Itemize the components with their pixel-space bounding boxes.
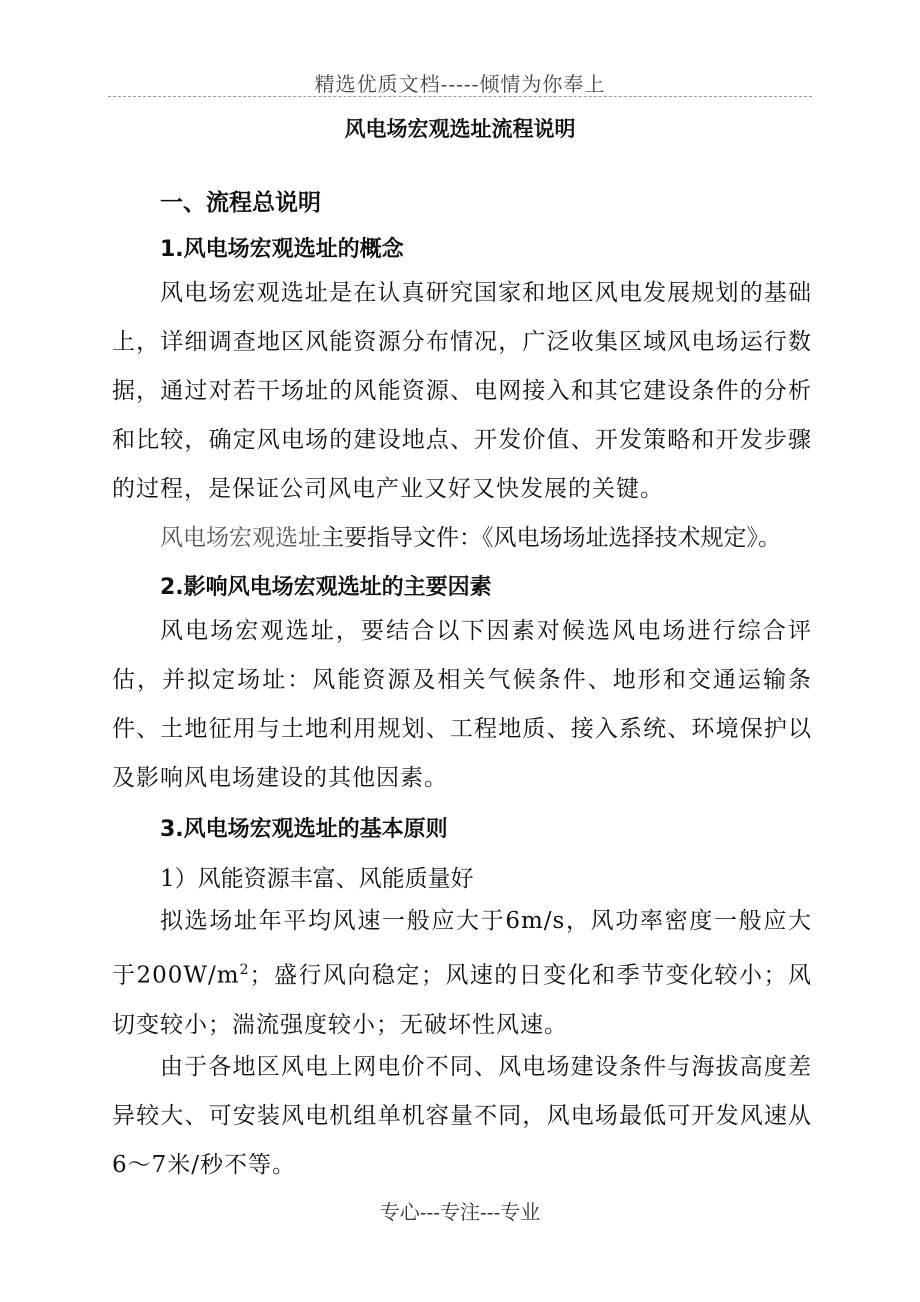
wind-criteria-part-a: 拟选场址年平均风速一般应大于6m/s，风功率密度一般应大于200W/m bbox=[112, 908, 812, 989]
guidance-prefix: 风电场宏观选址 bbox=[160, 525, 321, 551]
paragraph-min-wind-speed: 由于各地区风电上网电价不同、风电场建设条件与海拔高度差异较大、可安装风电机组单机容量不同，风电场最低可开发风速从6～7米/秒不等。 bbox=[112, 1054, 812, 1178]
guidance-document-line bbox=[160, 514, 820, 563]
section-heading-overview: 一、流程总说明 bbox=[160, 190, 321, 216]
paragraph-factors: 风电场宏观选址，要结合以下因素对候选风电场进行综合评估，并拟定场址：风能资源及相关气候条件、地形和交通运输条件、土地征用与土地利用规划、工程地质、接入系统、环境保护以及影响风电场建设的其他因素。 bbox=[112, 618, 812, 791]
page-header: 精选优质文档-----倾情为你奉上 bbox=[314, 72, 606, 96]
header-divider bbox=[108, 96, 812, 97]
wind-criteria-part-b: ；盛行风向稳定；风速的日变化和季节变化较小；风切变较小；湍流强度较小；无破坏性风速。 bbox=[112, 962, 812, 1038]
subsection-heading-principles: 3.风电场宏观选址的基本原则 bbox=[160, 817, 448, 842]
paragraph-wind-criteria bbox=[112, 897, 812, 1050]
superscript-two: 2 bbox=[239, 962, 250, 978]
guidance-text: 主要指导文件：《风电场场址选择技术规定》。 bbox=[321, 525, 781, 551]
principle-item-1: 1）风能资源丰富、风能质量好 bbox=[160, 866, 474, 892]
paragraph-concept: 风电场宏观选址是在认真研究国家和地区风电发展规划的基础上，详细调查地区风能资源分布情况，广泛收集区域风电场运行数据，通过对若干场址的风能资源、电网接入和其它建设条件的分析和比较，确定风电场的建设地点、开发价值、开发策略和开发步骤的过程，是保证公司风电产业又好又快发展的关键。 bbox=[112, 280, 812, 502]
document-title: 风电场宏观选址流程说明 bbox=[344, 117, 576, 141]
page-footer: 专心---专注---专业 bbox=[379, 1200, 541, 1224]
subsection-heading-concept: 1.风电场宏观选址的概念 bbox=[160, 237, 404, 262]
subsection-heading-factors: 2.影响风电场宏观选址的主要因素 bbox=[160, 575, 492, 600]
